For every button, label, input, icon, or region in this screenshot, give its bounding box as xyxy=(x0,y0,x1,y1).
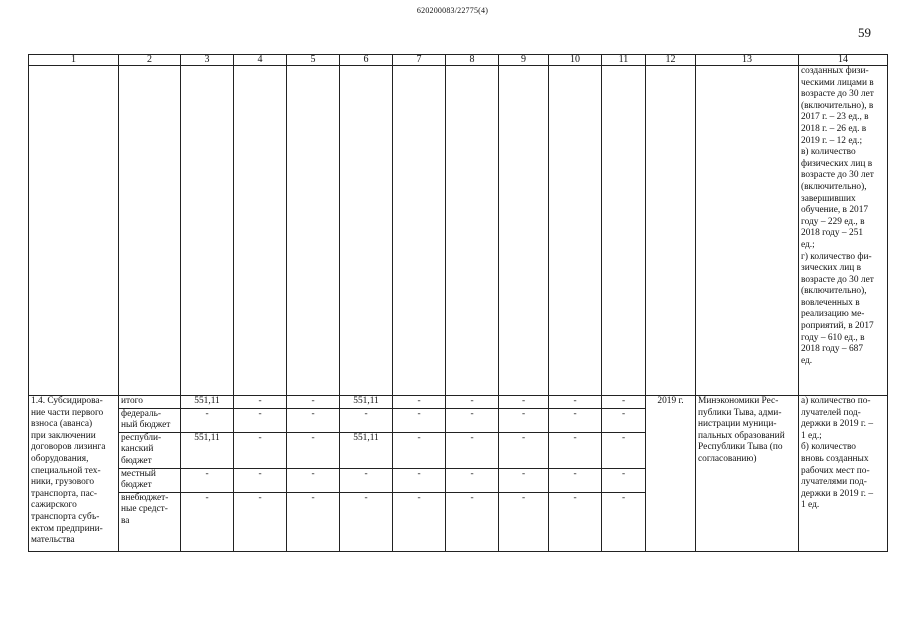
col-header-3: 3 xyxy=(181,55,234,66)
col-header-13: 13 xyxy=(696,55,799,66)
funding-source: итого xyxy=(119,396,181,409)
funding-source: местный бюджет xyxy=(119,468,181,492)
funding-source: федераль- ный бюджет xyxy=(119,408,181,432)
table-row: республи- канский бюджет 551,11 - - 551,11 - - - - - xyxy=(29,432,888,468)
col-header-7: 7 xyxy=(393,55,446,66)
measure-year: 2019 г. xyxy=(646,396,696,552)
continuation-results-text: созданных физи- ческими лицами в возрасте до 30 лет (включительно), в 2017 г. – 23 ед., в 2018 г. – 26 ед. в 2019 г. – 12 ед.; в) количество физических лиц в возрасте до 30 лет (включительно), завершивших обучение, в 2017 году – 229 ед., в 2018 году – 251 ед.; г) количество фи- зических лиц в возрасте до 30 лет (включительно), вовлеченных в реализацию ме- роприятий, в 2017 году – 610 ед., в 2018 году – 687 ед. xyxy=(799,66,888,396)
col-header-6: 6 xyxy=(340,55,393,66)
column-number-row xyxy=(29,55,888,66)
page-number: 59 xyxy=(858,25,871,40)
table-row: федераль- ный бюджет - - - - - - - - - xyxy=(29,408,888,432)
col-header-4: 4 xyxy=(234,55,287,66)
continuation-row xyxy=(29,66,888,396)
measure-name: 1.4. Субсидирова- ние части первого взноса (аванса) при заключении договоров лизинга оборудования, специальной тех- ники, грузового транспорта, пас- сажирского транспорта субъ- ектом предприни- мательства xyxy=(29,396,119,552)
col-header-14: 14 xyxy=(799,55,888,66)
funding-source: республи- канский бюджет xyxy=(119,432,181,468)
measure-executor: Минэкономики Рес- публики Тыва, адми- нистрации муници- пальных образований Республики Тыва (по согласованию) xyxy=(696,396,799,552)
table-row: 1.4. Субсидирова- ние части первого взноса (аванса) при заключении договоров лизинга оборудования, специальной тех- ники, грузового транспорта, пас- сажирского транспорта субъ- ектом предприни- мательства итого 551,11 - - 551,11 - - - - - 2019 г. Минэкономики Рес- публики Тыва, адми- нистрации муници- пальных образований Республики Тыва (по согласованию) а) количество по- лучателей под- держки в 2019 г. – 1 ед.; б) количество вновь созданных рабочих мест по- лучателями под- держки в 2019 г. – 1 ед. xyxy=(29,396,888,409)
col-header-11: 11 xyxy=(602,55,646,66)
table-row: местный бюджет - - - - - - - - - xyxy=(29,468,888,492)
funding-source: внебюджет- ные средст- ва xyxy=(119,492,181,551)
col-header-2: 2 xyxy=(119,55,181,66)
col-header-8: 8 xyxy=(446,55,499,66)
col-header-9: 9 xyxy=(499,55,549,66)
document-id: 620200083/22775(4) xyxy=(416,6,489,15)
col-header-5: 5 xyxy=(287,55,340,66)
col-header-1: 1 xyxy=(29,55,119,66)
program-table xyxy=(28,54,888,552)
col-header-12: 12 xyxy=(646,55,696,66)
measure-result: а) количество по- лучателей под- держки в 2019 г. – 1 ед.; б) количество вновь созданных рабочих мест по- лучателями под- держки в 2019 г. – 1 ед. xyxy=(799,396,888,552)
table-row: внебюджет- ные средст- ва - - - - - - - - - xyxy=(29,492,888,551)
col-header-10: 10 xyxy=(549,55,602,66)
